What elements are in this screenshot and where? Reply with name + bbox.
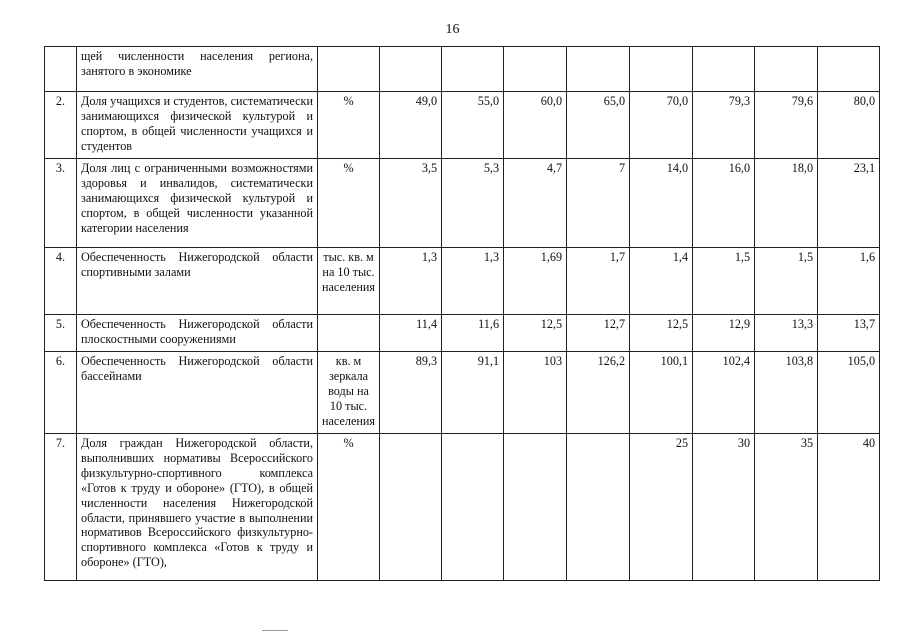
value-cell: 55,0 (442, 92, 504, 159)
value-cell: 5,3 (442, 159, 504, 248)
value-cell: 11,4 (380, 315, 442, 352)
value-cell: 13,7 (818, 315, 880, 352)
value-cell: 126,2 (567, 352, 630, 434)
value-cell: 1,3 (380, 248, 442, 315)
value-cell: 79,3 (693, 92, 755, 159)
indicator-description-cell: Доля граждан Нижегородской области, выполнивших нормативы Всероссийского физкультурно-спортивного комплекса «Готов к труду и обороне» (ГТО), в общей численности населения Нижегородской области, принявшего участие в выполнении нормативов Всероссийского физкультурно-спортивного комплекса «Готов к труду и обороне» (ГТО), (77, 434, 318, 581)
value-cell: 25 (630, 434, 693, 581)
value-cell: 23,1 (818, 159, 880, 248)
row-number-cell: 2. (45, 92, 77, 159)
unit-cell (318, 315, 380, 352)
value-cell: 1,69 (504, 248, 567, 315)
page-number: 16 (445, 22, 460, 37)
row-number-cell: 4. (45, 248, 77, 315)
value-cell: 100,1 (630, 352, 693, 434)
value-cell: 105,0 (818, 352, 880, 434)
value-cell: 12,5 (630, 315, 693, 352)
value-cell: 14,0 (630, 159, 693, 248)
value-cell (693, 47, 755, 92)
value-cell (630, 47, 693, 92)
value-cell: 1,4 (630, 248, 693, 315)
value-cell: 70,0 (630, 92, 693, 159)
value-cell: 7 (567, 159, 630, 248)
value-cell: 30 (693, 434, 755, 581)
table-row (45, 315, 880, 352)
unit-cell (318, 47, 380, 92)
value-cell: 91,1 (442, 352, 504, 434)
indicator-description-cell: Обеспеченность Нижегородской области плоскостными сооружениями (77, 315, 318, 352)
value-cell: 1,3 (442, 248, 504, 315)
unit-cell: % (318, 92, 380, 159)
value-cell: 12,5 (504, 315, 567, 352)
value-cell: 18,0 (755, 159, 818, 248)
row-number-cell: 6. (45, 352, 77, 434)
value-cell: 79,6 (755, 92, 818, 159)
value-cell (504, 47, 567, 92)
indicator-description-cell: Обеспеченность Нижегородской области спортивными залами (77, 248, 318, 315)
table-body (45, 47, 880, 581)
value-cell: 1,5 (755, 248, 818, 315)
value-cell (504, 434, 567, 581)
table-row (45, 434, 880, 581)
table-row (45, 92, 880, 159)
value-cell: 16,0 (693, 159, 755, 248)
value-cell: 35 (755, 434, 818, 581)
unit-cell: кв. м зеркала воды на 10 тыс. населения (318, 352, 380, 434)
table-row (45, 47, 880, 92)
value-cell (567, 47, 630, 92)
value-cell (755, 47, 818, 92)
value-cell (380, 434, 442, 581)
value-cell: 103 (504, 352, 567, 434)
value-cell: 3,5 (380, 159, 442, 248)
indicator-description-cell: щей численности населения региона, занятого в экономике (77, 47, 318, 92)
value-cell: 103,8 (755, 352, 818, 434)
value-cell: 60,0 (504, 92, 567, 159)
indicator-table (44, 46, 880, 581)
value-cell: 1,6 (818, 248, 880, 315)
value-cell: 11,6 (442, 315, 504, 352)
value-cell: 89,3 (380, 352, 442, 434)
value-cell (380, 47, 442, 92)
unit-cell: % (318, 434, 380, 581)
indicator-description-cell: Доля учащихся и студентов, систематически занимающихся физической культурой и спортом, в общей численности учащихся и студентов (77, 92, 318, 159)
value-cell (567, 434, 630, 581)
value-cell: 4,7 (504, 159, 567, 248)
value-cell: 65,0 (567, 92, 630, 159)
value-cell: 40 (818, 434, 880, 581)
row-number-cell: 7. (45, 434, 77, 581)
row-number-cell (45, 47, 77, 92)
value-cell: 102,4 (693, 352, 755, 434)
value-cell: 1,7 (567, 248, 630, 315)
scan-mark (262, 630, 288, 631)
value-cell: 49,0 (380, 92, 442, 159)
value-cell: 12,9 (693, 315, 755, 352)
value-cell (818, 47, 880, 92)
table-row (45, 248, 880, 315)
table-row (45, 352, 880, 434)
value-cell: 13,3 (755, 315, 818, 352)
indicator-description-cell: Обеспеченность Нижегородской области бассейнами (77, 352, 318, 434)
value-cell: 12,7 (567, 315, 630, 352)
value-cell: 80,0 (818, 92, 880, 159)
value-cell (442, 434, 504, 581)
value-cell: 1,5 (693, 248, 755, 315)
table-row (45, 159, 880, 248)
row-number-cell: 5. (45, 315, 77, 352)
unit-cell: % (318, 159, 380, 248)
unit-cell: тыс. кв. м на 10 тыс. населения (318, 248, 380, 315)
indicator-description-cell: Доля лиц с ограниченными возможностями здоровья и инвалидов, систематически занимающихся физической культурой и спортом, в общей численности указанной категории населения (77, 159, 318, 248)
value-cell (442, 47, 504, 92)
row-number-cell: 3. (45, 159, 77, 248)
